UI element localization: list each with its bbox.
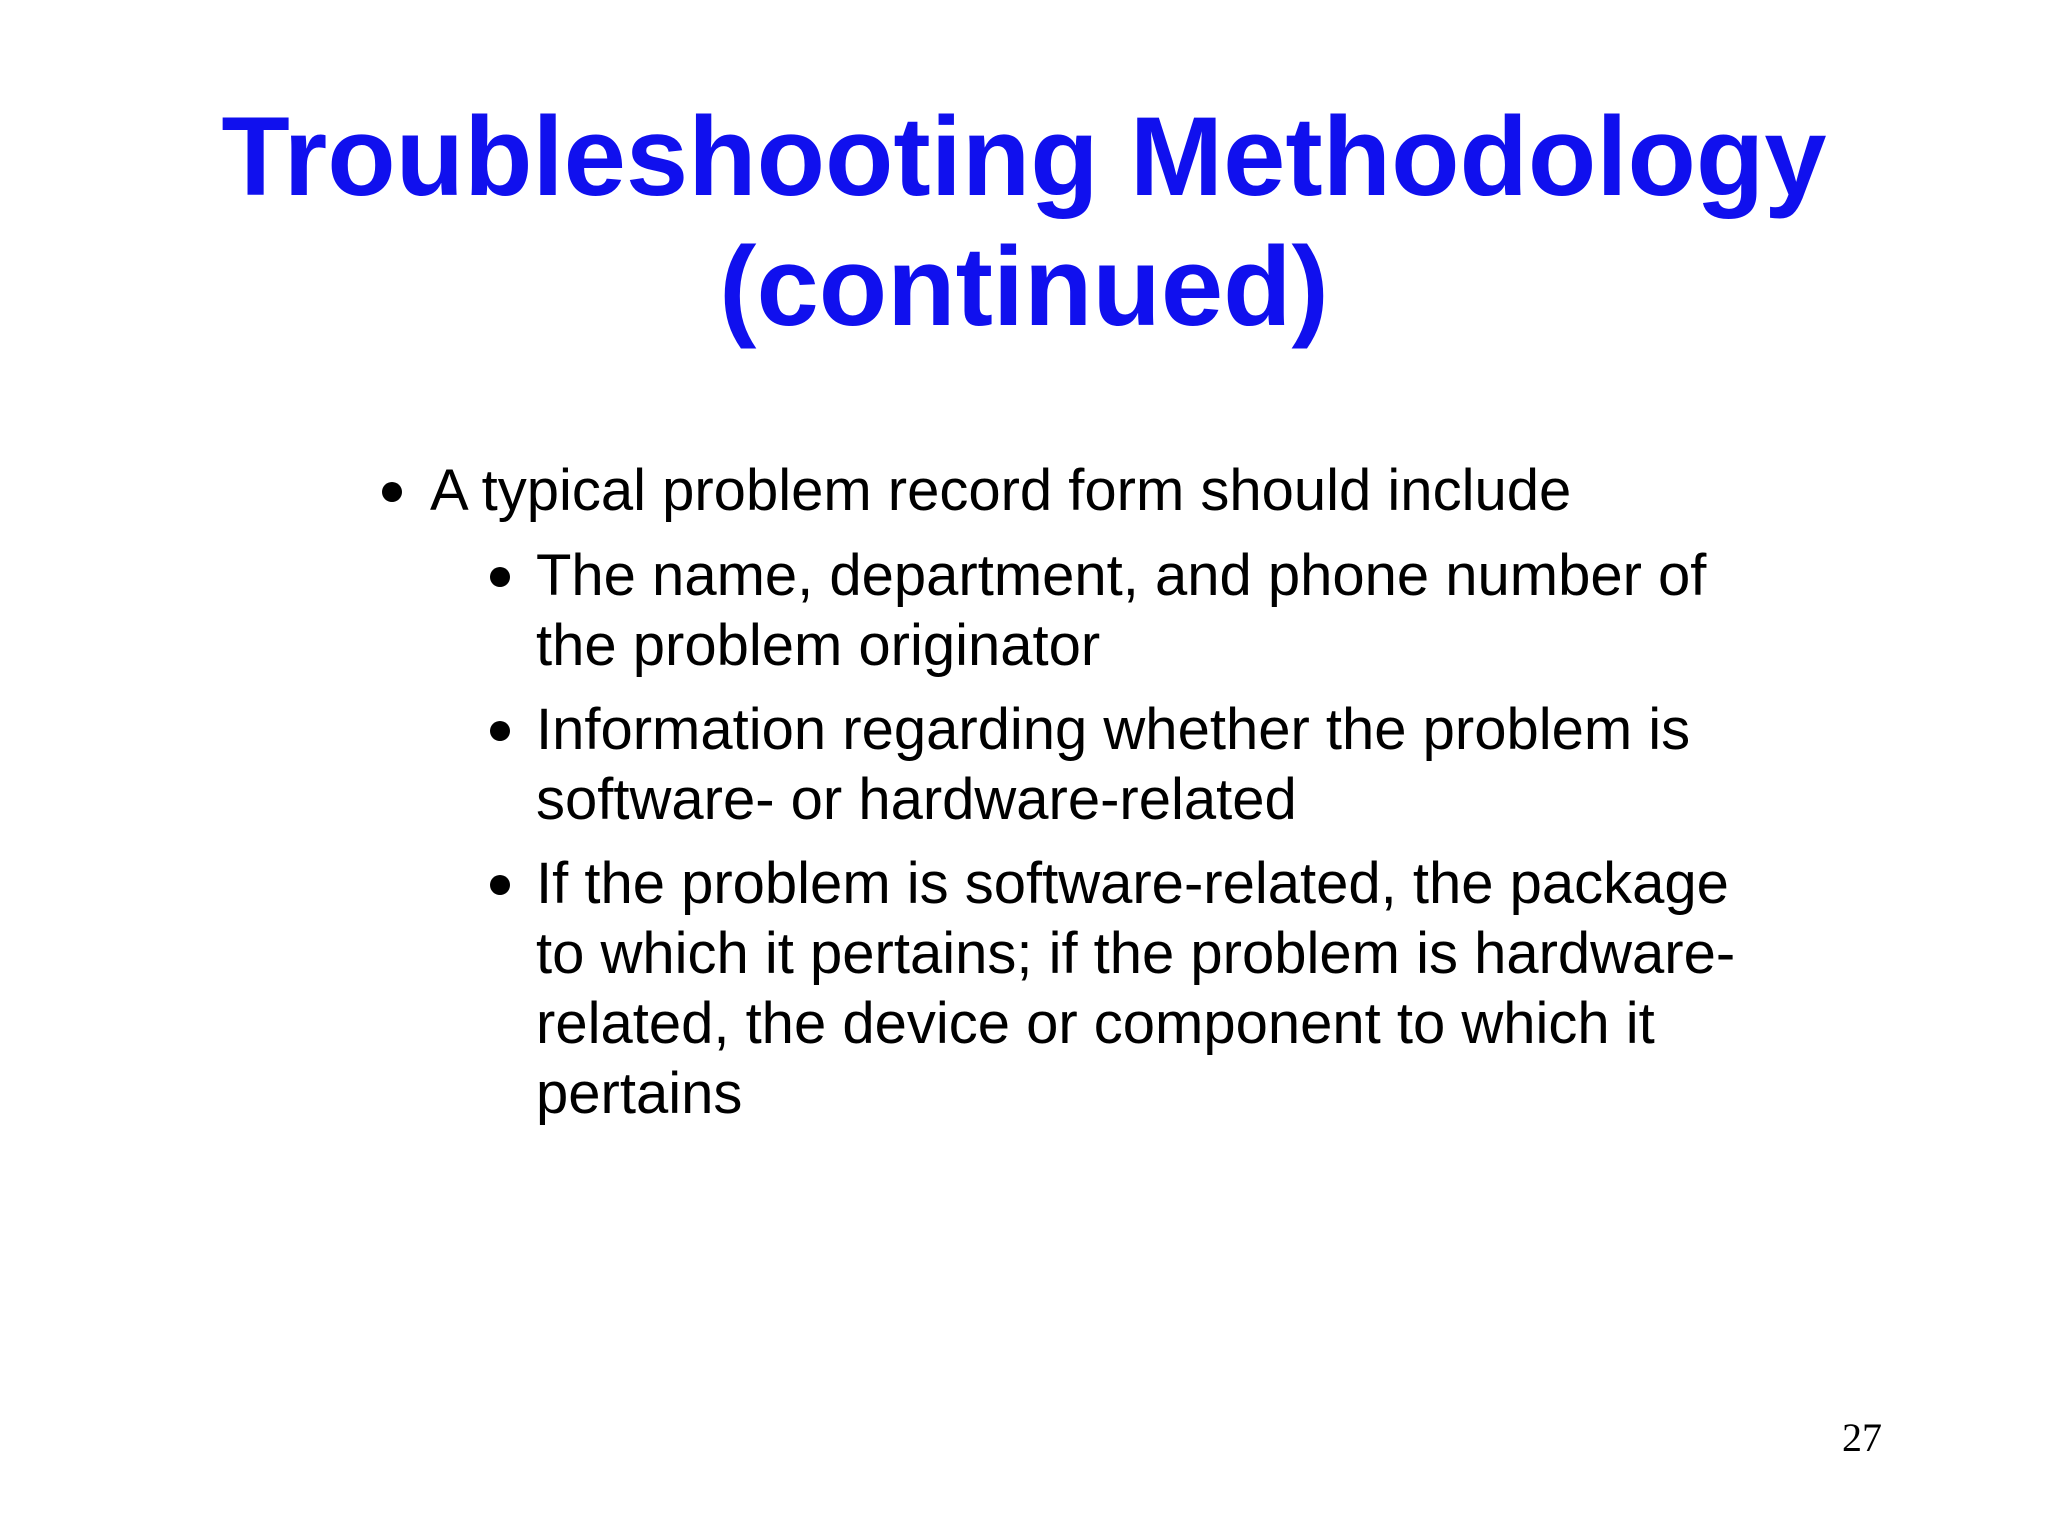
slide-body <box>370 455 1870 1129</box>
bullet-dot-icon <box>490 875 510 895</box>
sub-bullet-3 <box>370 849 1870 1129</box>
sub-bullet-text: to which it pertains; if the problem is hardware- <box>536 921 1736 986</box>
sub-bullet-2 <box>370 695 1870 835</box>
bullet-dot-icon <box>490 567 510 587</box>
sub-bullet-1 <box>370 541 1870 681</box>
sub-bullet-text: the problem originator <box>536 613 1101 678</box>
sub-bullet-text: Information regarding whether the problem is <box>536 697 1691 762</box>
sub-bullet-text: If the problem is software-related, the package <box>536 851 1729 916</box>
sub-bullet-text: The name, department, and phone number of <box>536 543 1707 608</box>
bullet-main <box>370 455 1870 527</box>
page-number: 27 <box>1842 1415 1882 1460</box>
bullet-main-text: A typical problem record form should include <box>430 458 1572 523</box>
sub-bullet-text: software- or hardware-related <box>536 767 1297 832</box>
sub-bullet-text: related, the device or component to which it <box>536 991 1655 1056</box>
bullet-dot-icon <box>382 482 402 502</box>
sub-bullet-text: pertains <box>536 1061 743 1126</box>
slide-title-line-1: Troubleshooting Methodology <box>221 94 1827 219</box>
slide-title <box>0 92 2048 352</box>
bullet-dot-icon <box>490 721 510 741</box>
slide-title-line-2: (continued) <box>719 224 1329 349</box>
